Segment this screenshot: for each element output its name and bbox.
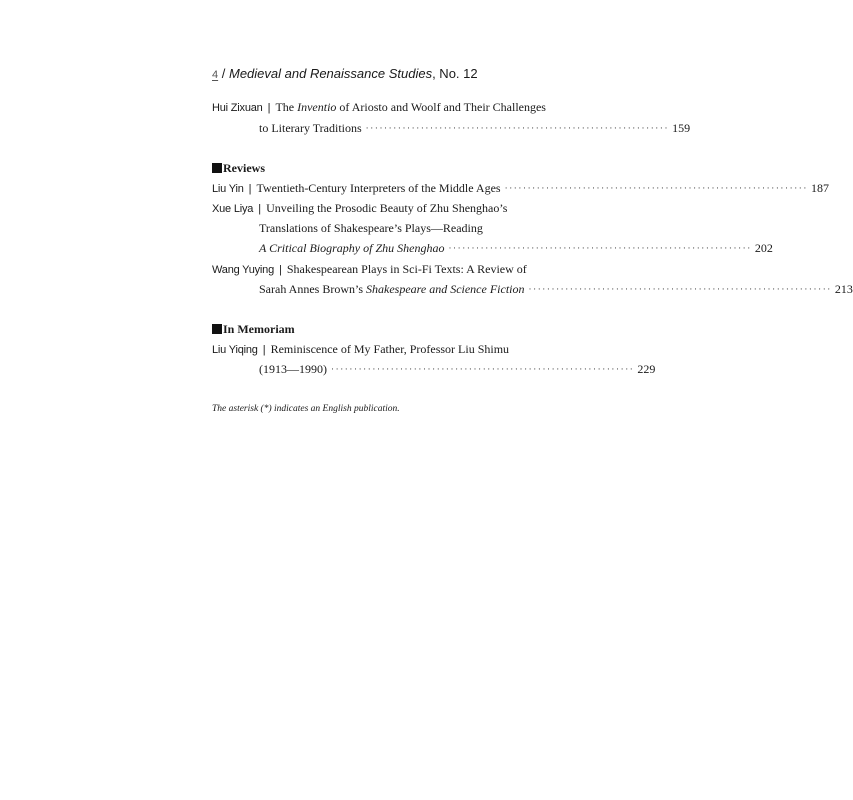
header-separator: / (221, 66, 226, 81)
section-heading-reviews: Reviews (212, 159, 265, 177)
entry-title: The Inventio of Ariosto and Woolf and Their Challenges (275, 100, 546, 114)
author-separator: | (258, 203, 262, 215)
toc-entry-line (212, 340, 588, 359)
author-separator: | (248, 183, 252, 195)
entry-title: Reminiscence of My Father, Professor Liu Shimu (270, 342, 510, 356)
toc-entry-line (259, 219, 588, 237)
toc-entry-line (212, 179, 829, 198)
black-square-icon (212, 163, 222, 173)
entry-page: 202 (754, 241, 773, 255)
entry-page: 213 (834, 282, 853, 296)
section-heading-memoriam: In Memoriam (212, 320, 295, 338)
entry-title-continued: Translations of Shakespeare’s Plays—Reading (259, 221, 483, 235)
author-separator: | (267, 102, 271, 114)
black-square-icon (212, 324, 222, 334)
toc-entry-line (212, 260, 588, 279)
entry-page: 187 (811, 181, 829, 195)
entry-page: 229 (637, 362, 656, 376)
entry-author: Hui Zixuan (212, 102, 263, 114)
entry-title: Twentieth-Century Interpreters of the Middle Ages (256, 181, 501, 195)
dot-leader: ·································································· (528, 284, 832, 294)
entry-author: Liu Yin (212, 183, 244, 195)
entry-title: Shakespearean Plays in Sci-Fi Texts: A Review of (286, 262, 527, 276)
dot-leader: ·································································· (331, 364, 635, 374)
toc-entry-line (212, 199, 588, 218)
dot-leader: ·································································· (365, 123, 670, 133)
entry-title-continued: (1913—1990) (259, 362, 327, 376)
journal-title: Medieval and Renaissance Studies (229, 66, 433, 81)
entry-author: Xue Liya (212, 203, 254, 215)
entry-author: Wang Yuying (212, 264, 275, 276)
entry-title-continued: to Literary Traditions (259, 121, 362, 135)
footnote: The asterisk (*) indicates an English publication. (212, 404, 400, 414)
toc-entry-line (259, 360, 656, 379)
toc-entry-line (259, 119, 691, 138)
issue-number: , No. 12 (432, 66, 478, 81)
entry-title-continued: Sarah Annes Brown’s Shakespeare and Science Fiction (259, 282, 525, 296)
toc-entry-line (259, 239, 773, 258)
author-separator: | (262, 344, 266, 356)
entry-page: 159 (672, 121, 691, 135)
page-number: 4 (212, 69, 219, 81)
toc-entry-line (259, 280, 853, 299)
dot-leader: ·································································· (448, 243, 752, 253)
running-header (212, 64, 478, 85)
entry-title-continued: A Critical Biography of Zhu Shenghao (259, 241, 445, 255)
entry-title: Unveiling the Prosodic Beauty of Zhu Shenghao’s (266, 201, 508, 215)
entry-author: Liu Yiqing (212, 344, 258, 356)
dot-leader: ·································································· (504, 183, 808, 193)
toc-entry-line (212, 98, 588, 117)
author-separator: | (279, 264, 282, 276)
